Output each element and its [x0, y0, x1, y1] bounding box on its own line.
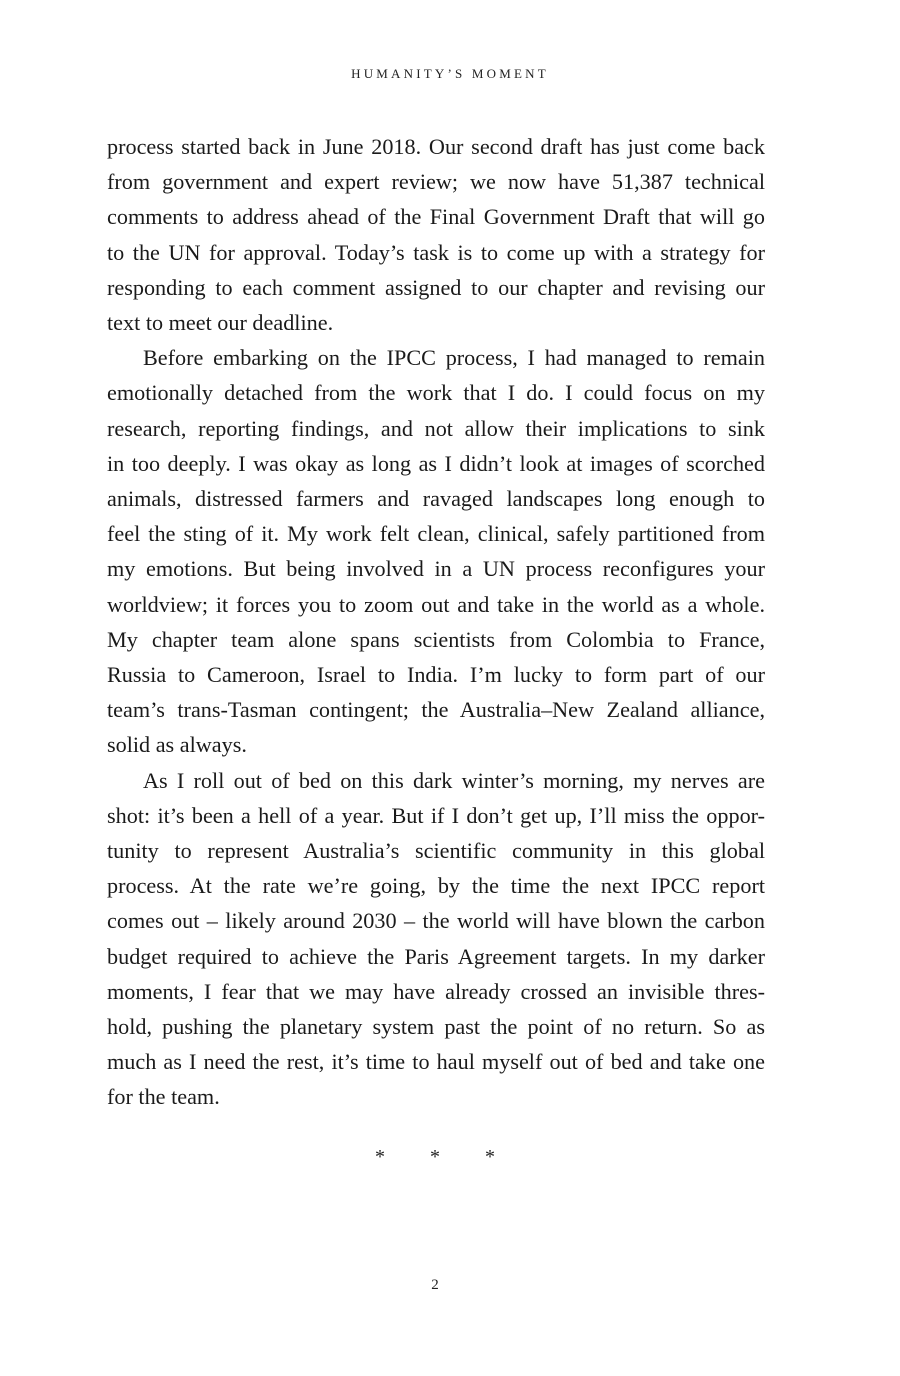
text-line: shot: it’s been a hell of a year. But if I don’t get up, I’ll miss the oppor- — [107, 802, 765, 828]
text-line: emotionally detached from the work that I do. I could focus on my — [107, 380, 765, 406]
text-line: process. At the rate we’re going, by the time the next IPCC report — [107, 873, 765, 899]
text-line: As I roll out of bed on this dark winter’s morning, my nerves are — [143, 767, 765, 793]
text-line: for the team. — [107, 1084, 220, 1110]
text-line: to the UN for approval. Today’s task is to come up with a strategy for — [107, 239, 765, 265]
page-number: 2 — [431, 1277, 439, 1293]
paragraph — [107, 129, 765, 340]
text-line: Russia to Cameroon, Israel to India. I’m lucky to form part of our — [107, 662, 765, 688]
text-line: solid as always. — [107, 732, 247, 758]
paragraph — [107, 340, 765, 762]
section-break: * * * — [375, 1146, 495, 1168]
text-line: worldview; it forces you to zoom out and take in the world as a whole. — [107, 591, 765, 617]
body-text — [107, 129, 765, 1115]
text-line: text to meet our deadline. — [107, 310, 334, 336]
text-line: much as I need the rest, it’s time to haul myself out of bed and take one — [107, 1049, 765, 1075]
text-line: moments, I fear that we may have already crossed an invisible thres- — [107, 978, 765, 1004]
text-line: research, reporting findings, and not allow their implications to sink — [107, 415, 765, 441]
text-line: comes out – likely around 2030 – the world will have blown the carbon — [107, 908, 765, 934]
text-line: my emotions. But being involved in a UN process reconfigures your — [107, 556, 765, 582]
text-line: My chapter team alone spans scientists from Colombia to France, — [107, 626, 765, 652]
text-line: feel the sting of it. My work felt clean, clinical, safely partitioned from — [107, 521, 765, 547]
text-line: tunity to represent Australia’s scientific community in this global — [107, 838, 765, 864]
text-line: comments to address ahead of the Final Government Draft that will go — [107, 204, 765, 230]
text-line: responding to each comment assigned to our chapter and revising our — [107, 274, 765, 300]
text-line: in too deeply. I was okay as long as I didn’t look at images of scorched — [107, 450, 765, 476]
text-line: hold, pushing the planetary system past the point of no return. So as — [107, 1014, 765, 1040]
text-line: process started back in June 2018. Our second draft has just come back — [107, 134, 765, 159]
text-line: Before embarking on the IPCC process, I had managed to remain — [143, 345, 765, 371]
text-line: from government and expert review; we now have 51,387 technical — [107, 169, 765, 195]
text-line: budget required to achieve the Paris Agreement targets. In my darker — [107, 943, 765, 969]
text-line: animals, distressed farmers and ravaged landscapes long enough to — [107, 486, 765, 512]
text-line: team’s trans-Tasman contingent; the Australia–New Zealand alliance, — [107, 697, 765, 723]
running-head: HUMANITY’S MOMENT — [351, 66, 549, 81]
paragraph — [107, 763, 765, 1115]
